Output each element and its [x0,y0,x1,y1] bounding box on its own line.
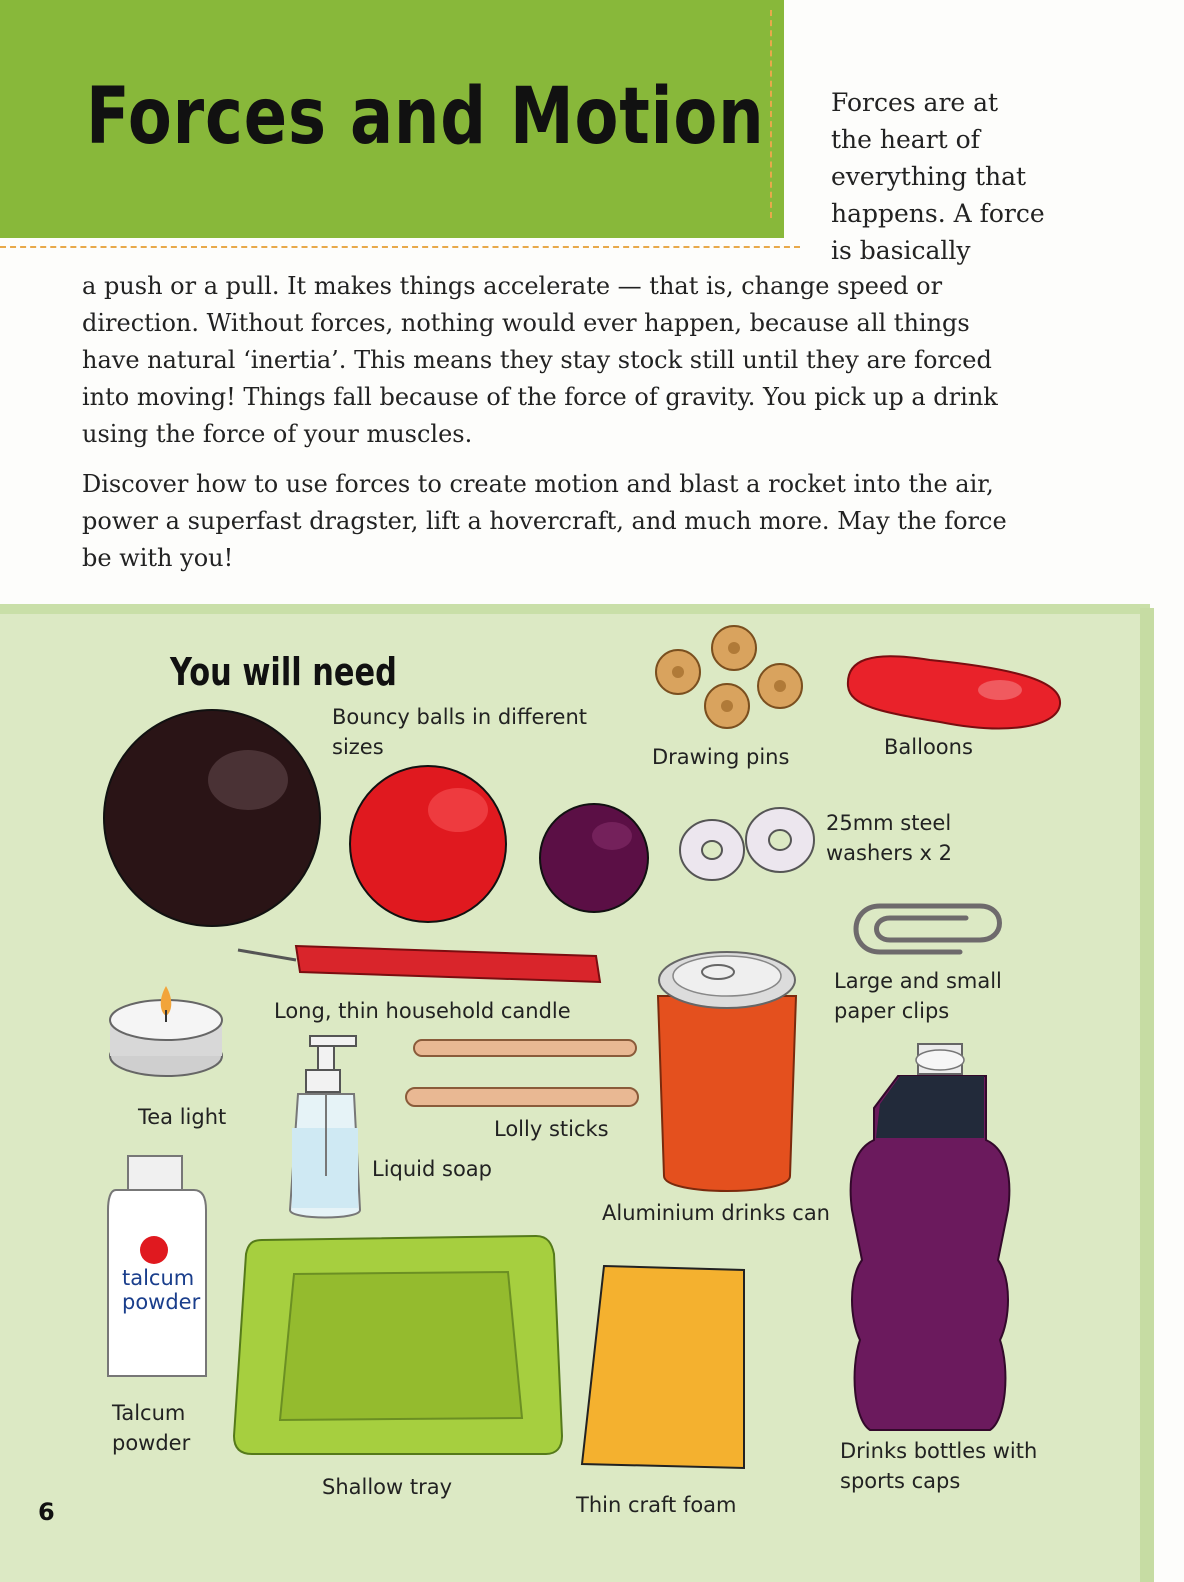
tea-light-label: Tea light [138,1105,227,1129]
intro-line: happens. A force [831,199,1045,228]
intro-line: direction. Without forces, nothing would ever happen, because all things [82,309,970,337]
shallow-tray-icon [234,1236,562,1454]
label-line: powder [112,1431,191,1455]
lolly-sticks-icon [406,1040,638,1106]
balloon-icon [848,656,1060,728]
washers-icon [680,808,814,880]
intro-line: into moving! Things fall because of the force of gravity. You pick up a drink [82,383,998,411]
page-number: 6 [38,1498,55,1526]
label-line: paper clips [834,999,950,1023]
intro-line: Forces are at [831,88,999,117]
washers-label [826,808,952,868]
you-will-need-heading: You will need [170,650,397,694]
intro-line: is basically [831,236,971,265]
intro-line: a push or a pull. It makes things accelerate — that is, change speed or [82,272,943,300]
para-line: be with you! [82,544,234,572]
candle-label: Long, thin household candle [274,999,571,1023]
label-line: powder [122,1290,201,1314]
intro-line: the heart of [831,125,980,154]
craft-foam-icon [582,1266,744,1468]
liquid-soap-icon [290,1036,360,1218]
drinks-can-label: Aluminium drinks can [602,1201,830,1225]
label-line: sizes [332,735,384,759]
label-line: 25mm steel [826,811,952,835]
intro-line: everything that [831,162,1027,191]
talcum-label [112,1398,190,1458]
bouncy-balls-label [332,702,587,762]
balloons-label: Balloons [884,735,973,759]
label-line: Talcum [112,1401,186,1425]
label-line: Drinks bottles with [840,1439,1038,1463]
craft-foam-label: Thin craft foam [576,1493,737,1517]
para-line: Discover how to use forces to create motion and blast a rocket into the air, [82,470,994,498]
drawing-pins-label: Drawing pins [652,745,790,769]
long-candle-icon [238,946,600,982]
lolly-sticks-label: Lolly sticks [494,1117,609,1141]
page-title: Forces and Motion [86,72,765,162]
drinks-bottles-label [840,1436,1037,1496]
shallow-tray-label: Shallow tray [322,1475,453,1499]
label-line: Large and small [834,969,1002,993]
label-line: washers x 2 [826,841,952,865]
para-line: power a superfast dragster, lift a hovercraft, and much more. May the force [82,507,1007,535]
drawing-pins-icon [656,626,802,728]
talcum-bottle-text [122,1266,200,1314]
tea-light-icon [110,986,222,1076]
intro-line: using the force of your muscles. [82,420,473,448]
sports-bottle-icon [851,1044,1010,1430]
intro-line: have natural ‘inertia’. This means they stay stock still until they are forced [82,346,992,374]
paper-clip-icon [856,906,1000,952]
label-line: Bouncy balls in different [332,705,588,729]
liquid-soap-label: Liquid soap [372,1157,493,1181]
label-line: sports caps [840,1469,961,1493]
label-line: talcum [122,1266,195,1290]
drinks-can-icon [658,952,796,1191]
paper-clips-label [834,966,1002,1026]
